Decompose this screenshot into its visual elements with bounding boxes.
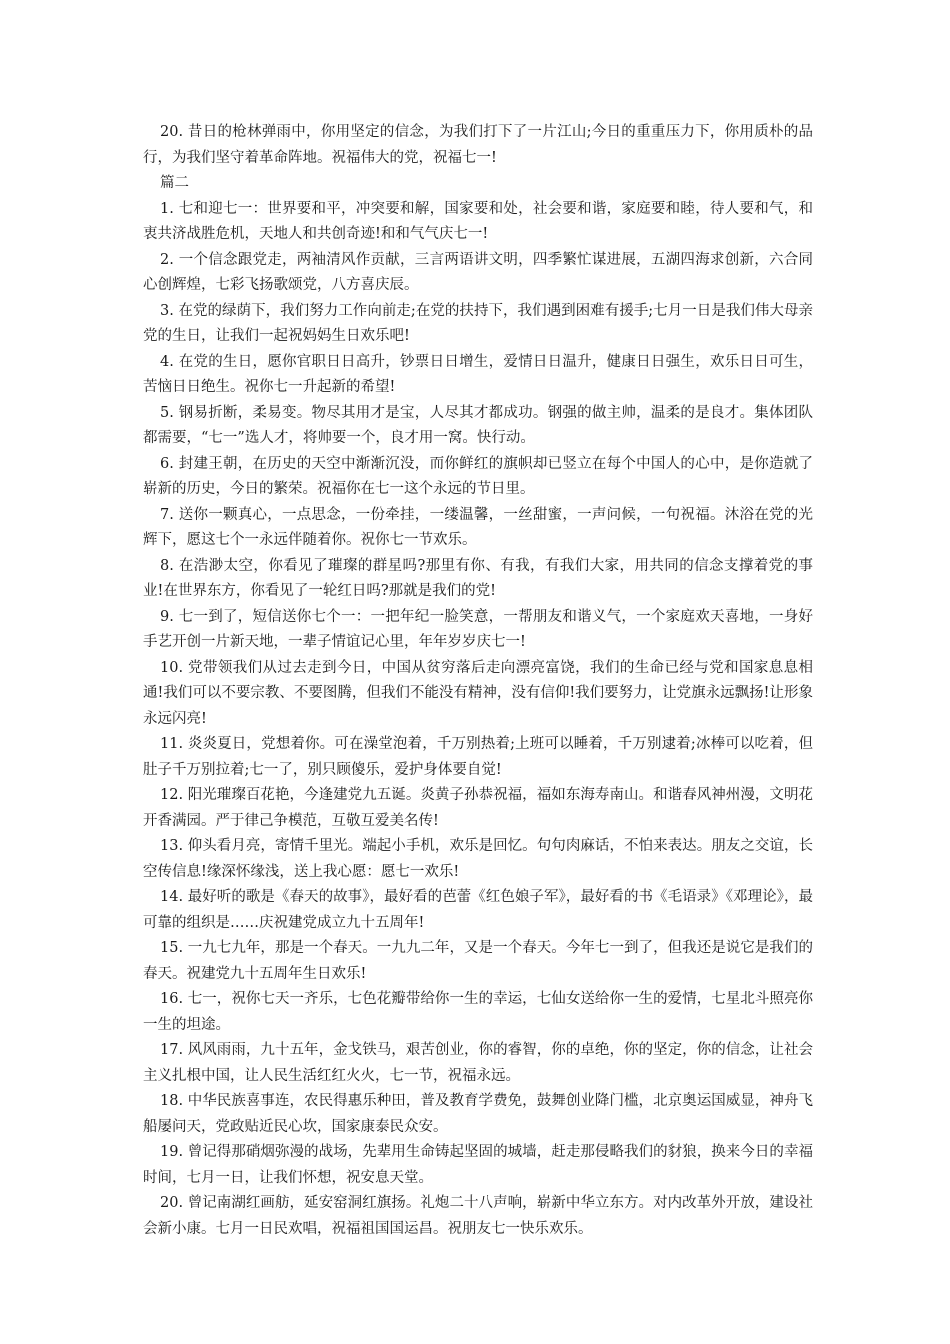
wish-paragraph-3: 3. 在党的绿荫下，我们努力工作向前走;在党的扶持下，我们遇到困难有援手;七月一日是我们伟大母亲党的生日，让我们一起祝妈妈生日欢乐吧!: [143, 302, 813, 344]
wish-paragraph-6: 6. 封建王朝，在历史的天空中渐渐沉没，而你鲜红的旗帜却已竖立在每个中国人的心中，是你造就了崭新的历史，今日的繁荣。祝福你在七一这个永远的节日里。: [143, 455, 813, 497]
top-paragraph: 20. 昔日的枪林弹雨中，你用坚定的信念，为我们打下了一片江山;今日的重重压力下，你用质朴的品行，为我们坚守着革命阵地。祝福伟大的党，祝福七一!: [143, 124, 813, 166]
wish-paragraph-20: 20. 曾记南湖红画舫，延安窑洞红旗扬。礼炮二十八声响，崭新中华立东方。对内改革外开放，建设社会新小康。七月一日民欢唱，祝福祖国国运昌。祝朋友七一快乐欢乐。: [143, 1195, 813, 1237]
wish-paragraph-1: 1. 七和迎七一：世界要和平，冲突要和解，国家要和处，社会要和谐，家庭要和睦，待人要和气，和衷共济战胜危机，天地人和共创奇迹!和和气气庆七一!: [143, 200, 813, 242]
wish-paragraph-9: 9. 七一到了，短信送你七个一：一把年纪一脸笑意，一帮朋友和谐义气，一个家庭欢天喜地，一身好手艺开创一片新天地，一辈子情谊记心里，年年岁岁庆七一!: [143, 608, 813, 650]
wish-paragraph-4: 4. 在党的生日，愿你官职日日高升，钞票日日增生，爱情日日温升，健康日日强生，欢乐日日可生，苦恼日日绝生。祝你七一升起新的希望!: [143, 353, 813, 395]
wish-paragraph-13: 13. 仰头看月亮，寄情千里光。端起小手机，欢乐是回忆。句句肉麻话，不怕来表达。朋友之交谊，长空传信息!缘深怀缘浅，送上我心愿：愿七一欢乐!: [143, 838, 813, 880]
wish-paragraph-8: 8. 在浩渺太空，你看见了璀璨的群星吗?那里有你、有我，有我们大家，用共同的信念支撑着党的事业!在世界东方，你看见了一轮红日吗?那就是我们的党!: [143, 557, 813, 599]
wish-paragraph-15: 15. 一九七九年，那是一个春天。一九九二年，又是一个春天。今年七一到了，但我还是说它是我们的春天。祝建党九十五周年生日欢乐!: [143, 940, 813, 982]
wish-paragraph-17: 17. 风风雨雨，九十五年，金戈铁马，艰苦创业，你的睿智，你的卓绝，你的坚定，你的信念，让社会主义扎根中国，让人民生活红红火火，七一节，祝福永远。: [143, 1042, 813, 1084]
section-heading: 篇二: [160, 175, 189, 191]
wish-paragraph-10: 10. 党带领我们从过去走到今日，中国从贫穷落后走向漂亮富饶，我们的生命已经与党和国家息息相通!我们可以不要宗教、不要图腾，但我们不能没有精神，没有信仰!我们要努力，让党旗永远飘扬!让形象永远闪亮!: [143, 659, 813, 727]
wish-paragraph-11: 11. 炎炎夏日，党想着你。可在澡堂泡着，千万别热着;上班可以睡着，千万别逮着;冰棒可以吃着，但肚子千万别拉着;七一了，别只顾傻乐，爱护身体要自觉!: [143, 736, 813, 778]
document-body: [143, 120, 813, 1242]
wish-paragraph-2: 2. 一个信念跟党走，两袖清风作贡献，三言两语讲文明，四季繁忙谋进展，五湖四海求创新，六合同心创辉煌，七彩飞扬歌颂党，八方喜庆辰。: [143, 251, 813, 293]
wish-paragraph-12: 12. 阳光璀璨百花艳，今逢建党九五诞。炎黄子孙恭祝福，福如东海寿南山。和谐春风神州漫，文明花开香满园。严于律己争模范，互敬互爱美名传!: [143, 787, 813, 829]
wish-paragraph-5: 5. 钢易折断，柔易变。物尽其用才是宝，人尽其才都成功。钢强的做主帅，温柔的是良才。集体团队都需要，“七一”选人才，将帅要一个，良才用一窝。快行动。: [143, 404, 813, 446]
wish-paragraph-14: 14. 最好听的歌是《春天的故事》，最好看的芭蕾《红色娘子军》，最好看的书《毛语录》《邓理论》，最可靠的组织是……庆祝建党成立九十五周年!: [143, 889, 813, 931]
wish-paragraph-18: 18. 中华民族喜事连，农民得惠乐种田，普及教育学费免，鼓舞创业降门槛，北京奥运国威显，神舟飞船屡问天，党政贴近民心坎，国家康泰民众安。: [143, 1093, 813, 1135]
wish-paragraph-16: 16. 七一，祝你七天一齐乐，七色花瓣带给你一生的幸运，七仙女送给你一生的爱情，七星北斗照亮你一生的坦途。: [143, 991, 813, 1033]
wish-paragraph-19: 19. 曾记得那硝烟弥漫的战场，先辈用生命铸起坚固的城墙，赶走那侵略我们的豺狼，换来今日的幸福时间，七月一日，让我们怀想，祝安息天堂。: [143, 1144, 813, 1186]
wish-paragraph-7: 7. 送你一颗真心，一点思念，一份牵挂，一缕温馨，一丝甜蜜，一声问候，一句祝福。沐浴在党的光辉下，愿这七个一永远伴随着你。祝你七一节欢乐。: [143, 506, 813, 548]
